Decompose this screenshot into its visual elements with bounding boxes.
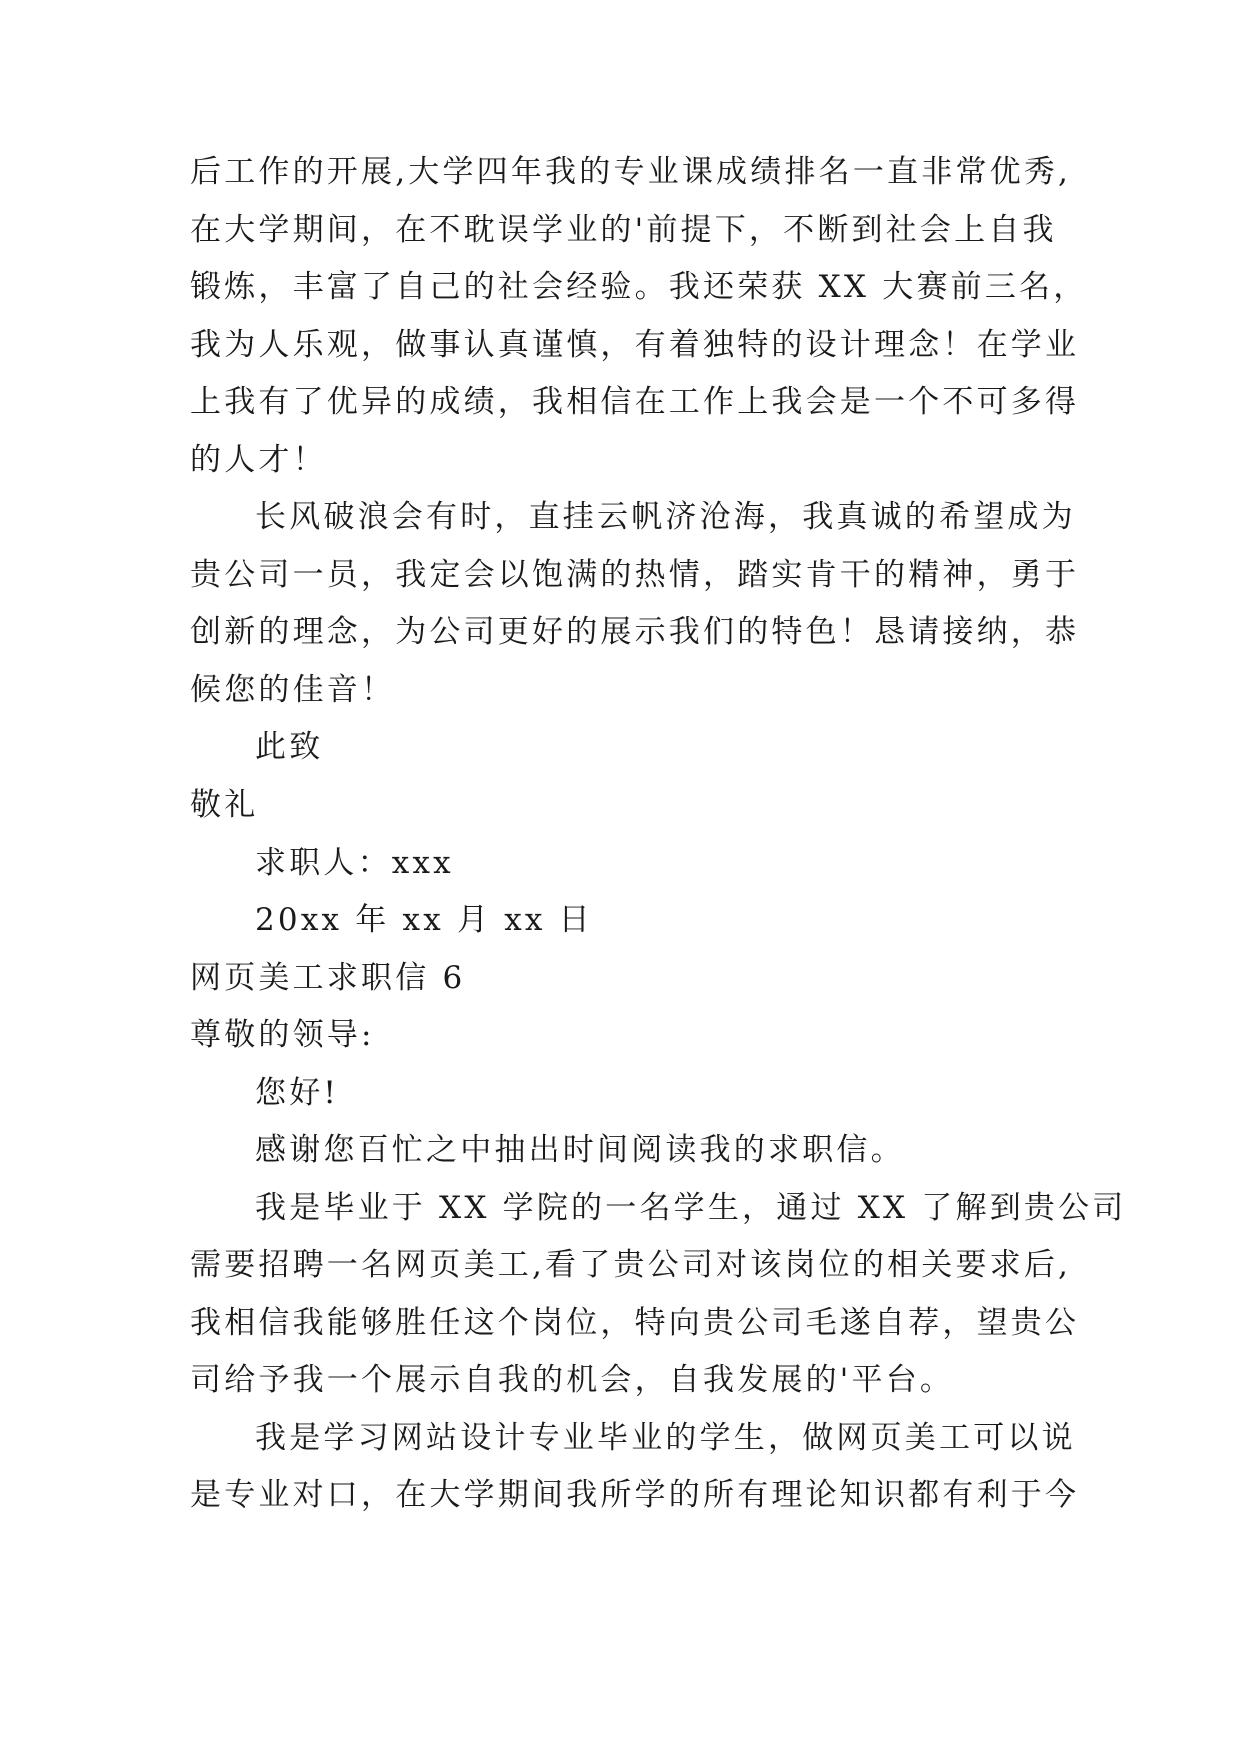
paragraph-start-line: 长风破浪会有时，直挂云帆济沧海，我真诚的希望成为 [255, 499, 1076, 535]
section-heading: 网页美工求职信 6 [190, 960, 466, 996]
body-line: 后工作的开展,大学四年我的专业课成绩排名一直非常优秀, [190, 154, 1072, 190]
body-line: 需要招聘一名网页美工,看了贵公司对该岗位的相关要求后, [190, 1247, 1072, 1283]
signature-line: 求职人：xxx [255, 845, 454, 881]
paragraph-start-line: 我是毕业于 XX 学院的一名学生，通过 XX 了解到贵公司 [255, 1190, 1127, 1226]
paragraph-start-line: 我是学习网站设计专业毕业的学生，做网页美工可以说 [255, 1420, 1076, 1456]
date-line: 20xx 年 xx 月 xx 日 [255, 902, 593, 938]
body-line: 上我有了优异的成绩，我相信在工作上我会是一个不可多得 [190, 384, 1080, 420]
greeting-line: 尊敬的领导: [190, 1017, 375, 1053]
body-line: 的人才！ [190, 442, 327, 478]
body-line: 在大学期间，在不耽误学业的'前提下，不断到社会上自我 [190, 212, 1057, 248]
closing-line: 此致 [255, 729, 324, 765]
body-line: 是专业对口，在大学期间我所学的所有理论知识都有利于今 [190, 1477, 1080, 1513]
body-line: 候您的佳音！ [190, 672, 396, 708]
body-line: 我相信我能够胜任这个岗位，特向贵公司毛遂自荐，望贵公 [190, 1305, 1080, 1341]
body-line: 司给予我一个展示自我的机会，自我发展的'平台。 [190, 1362, 955, 1398]
paragraph-start-line: 感谢您百忙之中抽出时间阅读我的求职信。 [255, 1132, 905, 1168]
greeting-line: 您好! [255, 1075, 340, 1111]
salutation-line: 敬礼 [190, 787, 259, 823]
body-line: 我为人乐观，做事认真谨慎，有着独特的设计理念！在学业 [190, 327, 1080, 363]
body-line: 贵公司一员，我定会以饱满的热情，踏实肯干的精神，勇于 [190, 557, 1080, 593]
body-line: 创新的理念，为公司更好的展示我们的特色！恳请接纳，恭 [190, 614, 1080, 650]
body-line: 锻炼，丰富了自己的社会经验。我还荣获 XX 大赛前三名， [190, 269, 1088, 305]
